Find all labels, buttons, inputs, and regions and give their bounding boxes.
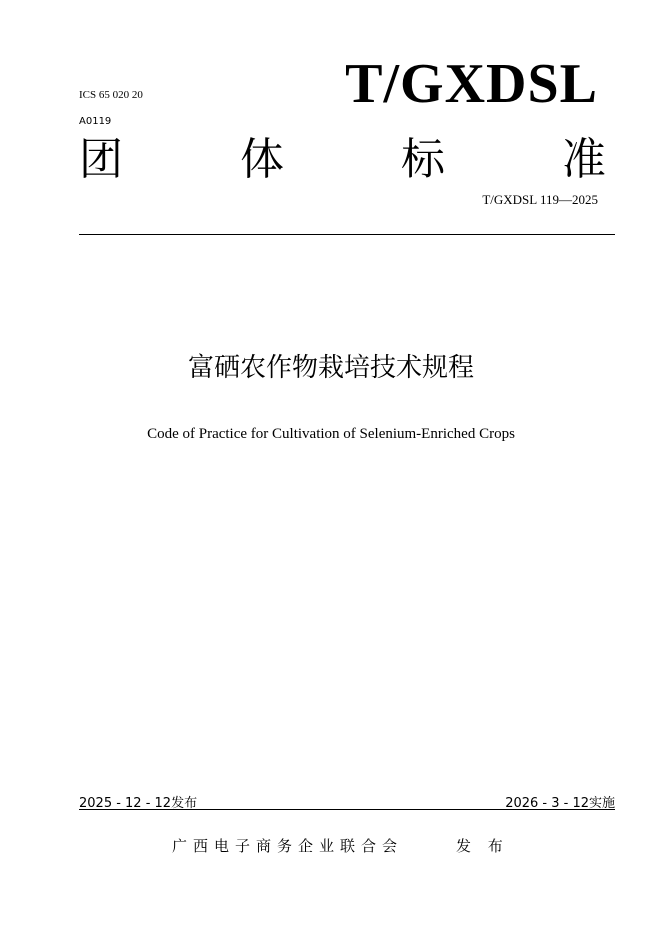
standard-type-char: 团	[79, 134, 123, 185]
header-divider	[79, 234, 615, 235]
implementation-date: 2026 - 3 - 12实施	[505, 796, 615, 811]
title-english: Code of Practice for Cultivation of Selenium-Enriched Crops	[147, 426, 515, 442]
standard-type-char: 标	[401, 134, 445, 185]
standard-brand: T/GXDSL	[345, 53, 598, 115]
standard-type-char: 体	[240, 134, 284, 185]
publish-label: 发 布	[456, 837, 509, 855]
title-chinese: 富硒农作物栽培技术规程	[187, 353, 474, 383]
document-number: T/GXDSL 119—2025	[482, 192, 598, 207]
standard-type-char: 准	[562, 134, 606, 185]
issue-date: 2025 - 12 - 12发布	[79, 796, 198, 811]
footer-divider	[79, 809, 615, 810]
ccs-code: A0119	[79, 116, 112, 127]
publisher-name: 广西电子商务企业联合会	[172, 837, 404, 855]
standard-type	[79, 136, 606, 184]
ics-code: ICS 65 020 20	[79, 89, 143, 101]
